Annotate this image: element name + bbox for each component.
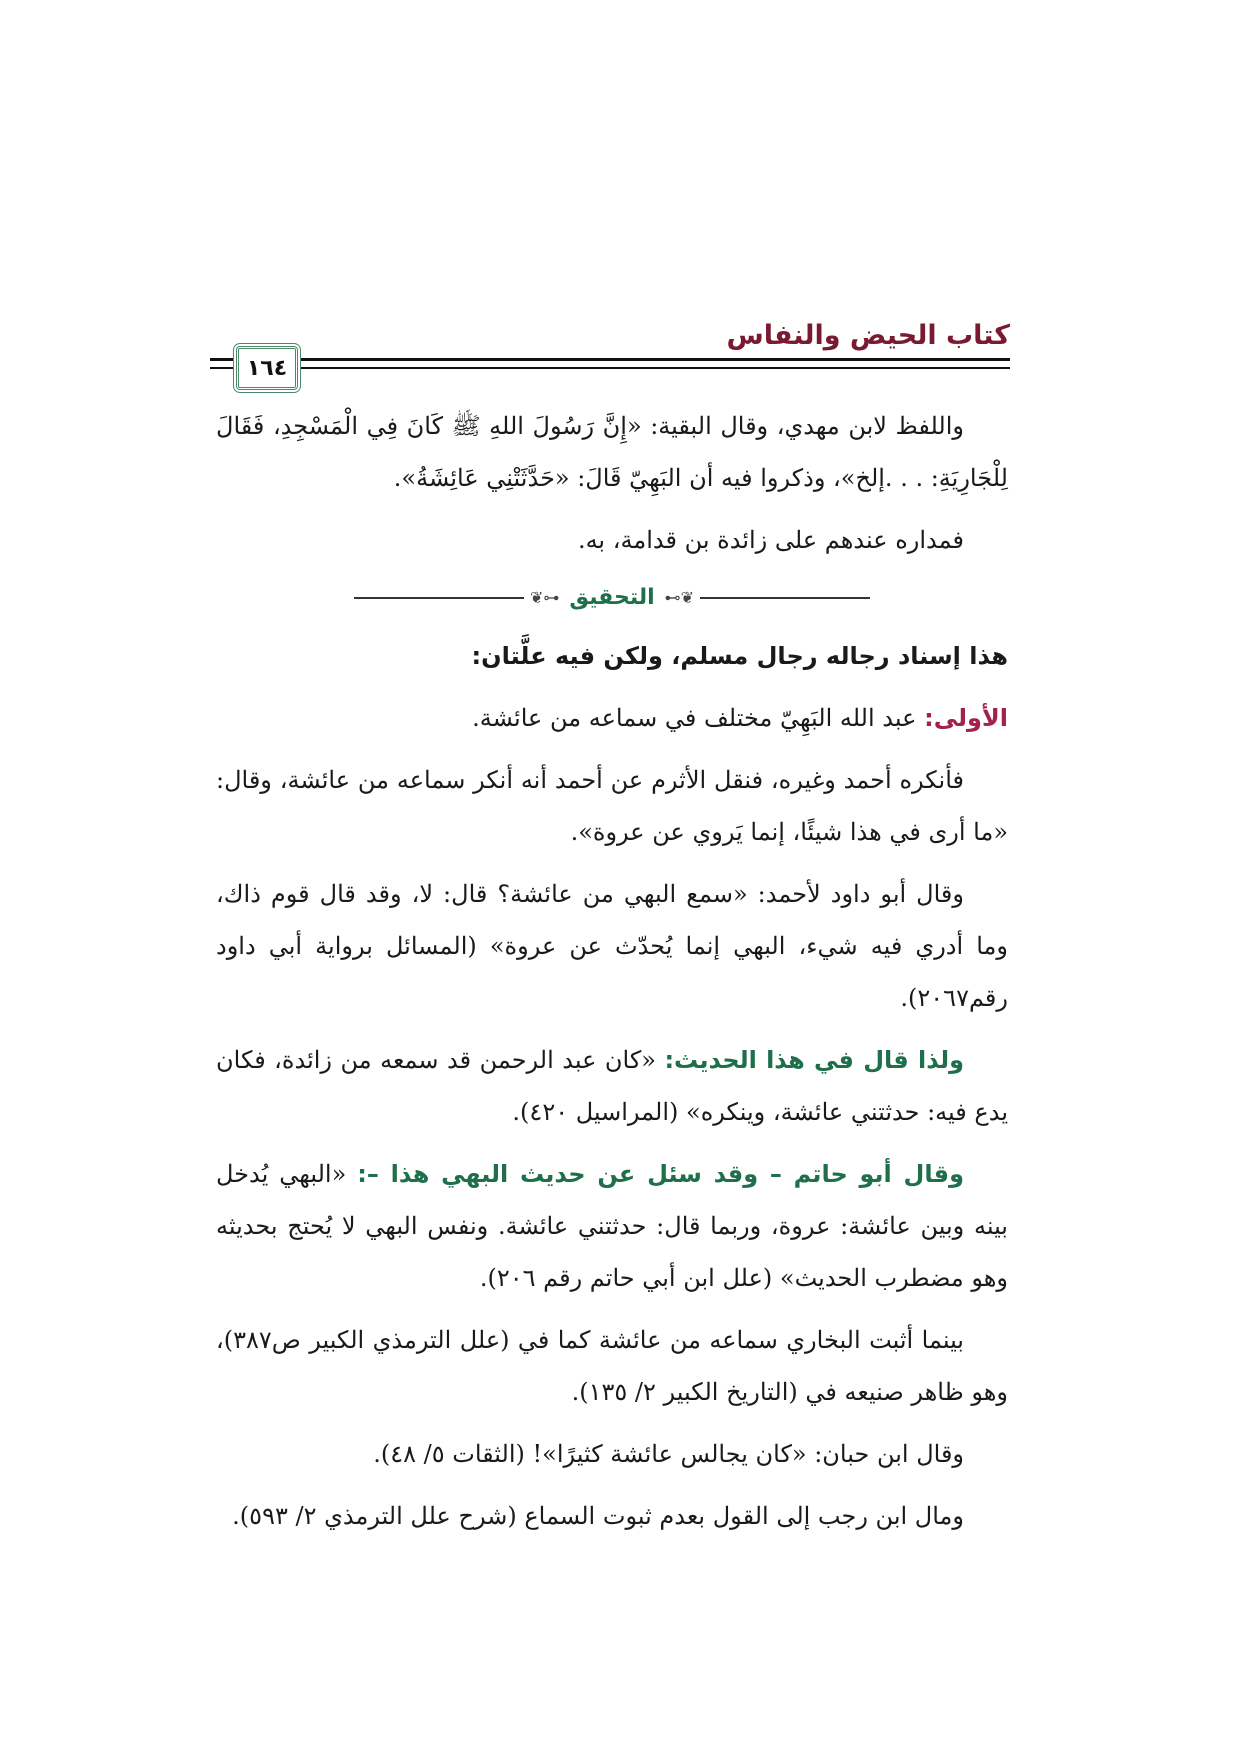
- intro-paragraph: واللفظ لابن مهدي، وقال البقية: «إِنَّ رَسُولَ اللهِ ﷺ كَانَ فِي الْمَسْجِدِ، فَقَالَ لِلْجَارِيَةِ: . . .إلخ»، وذكروا فيه أن البَهِيّ قَالَ: «حَدَّثَتْنِي عَائِشَةُ».: [216, 412, 1008, 492]
- abuhatim-lead: وقال أبو حاتم – وقد سئل عن حديث البهي هذا –:: [357, 1160, 964, 1188]
- ornament-right-icon: ❦⊶: [664, 588, 695, 607]
- first-cause-lead: الأولى:: [924, 704, 1008, 732]
- abuhatim-text: «البهي يُدخل بينه وبين عائشة: عروة، وربما قال: حدثتني عائشة. ونفس البهي لا يُحتج بحديثه وهو مضطرب الحديث» (علل ابن أبي حاتم رقم ٢٠٦).: [216, 1160, 1008, 1292]
- ornament-left-icon: ⊷❦: [529, 588, 560, 607]
- rajab-paragraph: ومال ابن رجب إلى القول بعدم ثبوت السماع (شرح علل الترمذي ٢/ ٥٩٣).: [232, 1502, 964, 1530]
- header-rule-bottom: [210, 367, 1010, 369]
- page-body: [216, 400, 1008, 1552]
- first-cause-text: عبد الله البَهِيّ مختلف في سماعه من عائشة.: [472, 704, 925, 732]
- section-divider: [216, 576, 1008, 620]
- bukhari-paragraph: بينما أثبت البخاري سماعه من عائشة كما في (علل الترمذي الكبير ص٣٨٧)، وهو ظاهر صنيعه في (التاريخ الكبير ٢/ ١٣٥).: [216, 1326, 1008, 1406]
- section-title: التحقيق: [569, 585, 655, 610]
- intro-summary: فمداره عندهم على زائدة بن قدامة، به.: [577, 526, 964, 554]
- divider-line-right: [700, 597, 870, 599]
- abuhatim-paragraph: [216, 1148, 1008, 1304]
- hadith-text: «كان عبد الرحمن قد سمعه من زائدة، فكان يدع فيه: حدثتني عائشة، وينكره» (المراسيل ٤٢٠).: [216, 1046, 1008, 1126]
- first-cause-paragraph: [216, 692, 1008, 744]
- athram-paragraph: فأنكره أحمد وغيره، فنقل الأثرم عن أحمد أنه أنكر سماعه من عائشة، وقال: «ما أرى في هذا شيئًا، إنما يَروي عن عروة».: [216, 766, 1008, 846]
- page-number-badge: [236, 346, 298, 390]
- page-header: [210, 312, 1010, 382]
- hadith-lead: ولذا قال في هذا الحديث:: [664, 1046, 964, 1074]
- hibban-paragraph: وقال ابن حبان: «كان يجالس عائشة كثيرًا»! (الثقات ٥/ ٤٨).: [373, 1440, 964, 1468]
- book-title: كتاب الحيض والنفاس: [726, 320, 1010, 351]
- hadith-paragraph: [216, 1034, 1008, 1138]
- abudawud-paragraph: وقال أبو داود لأحمد: «سمع البهي من عائشة؟ قال: لا، وقد قال قوم ذاك، وما أدري فيه شيء، البهي إنما يُحدّث عن عروة» (المسائل برواية أبي داود رقم٢٠٦٧).: [216, 880, 1008, 1012]
- page-number: ١٦٤: [246, 355, 288, 381]
- divider-line-left: [354, 597, 524, 599]
- section-heading: هذا إسناد رجاله رجال مسلم، ولكن فيه علَّتان:: [471, 642, 1008, 670]
- header-rule-top: [210, 358, 1010, 361]
